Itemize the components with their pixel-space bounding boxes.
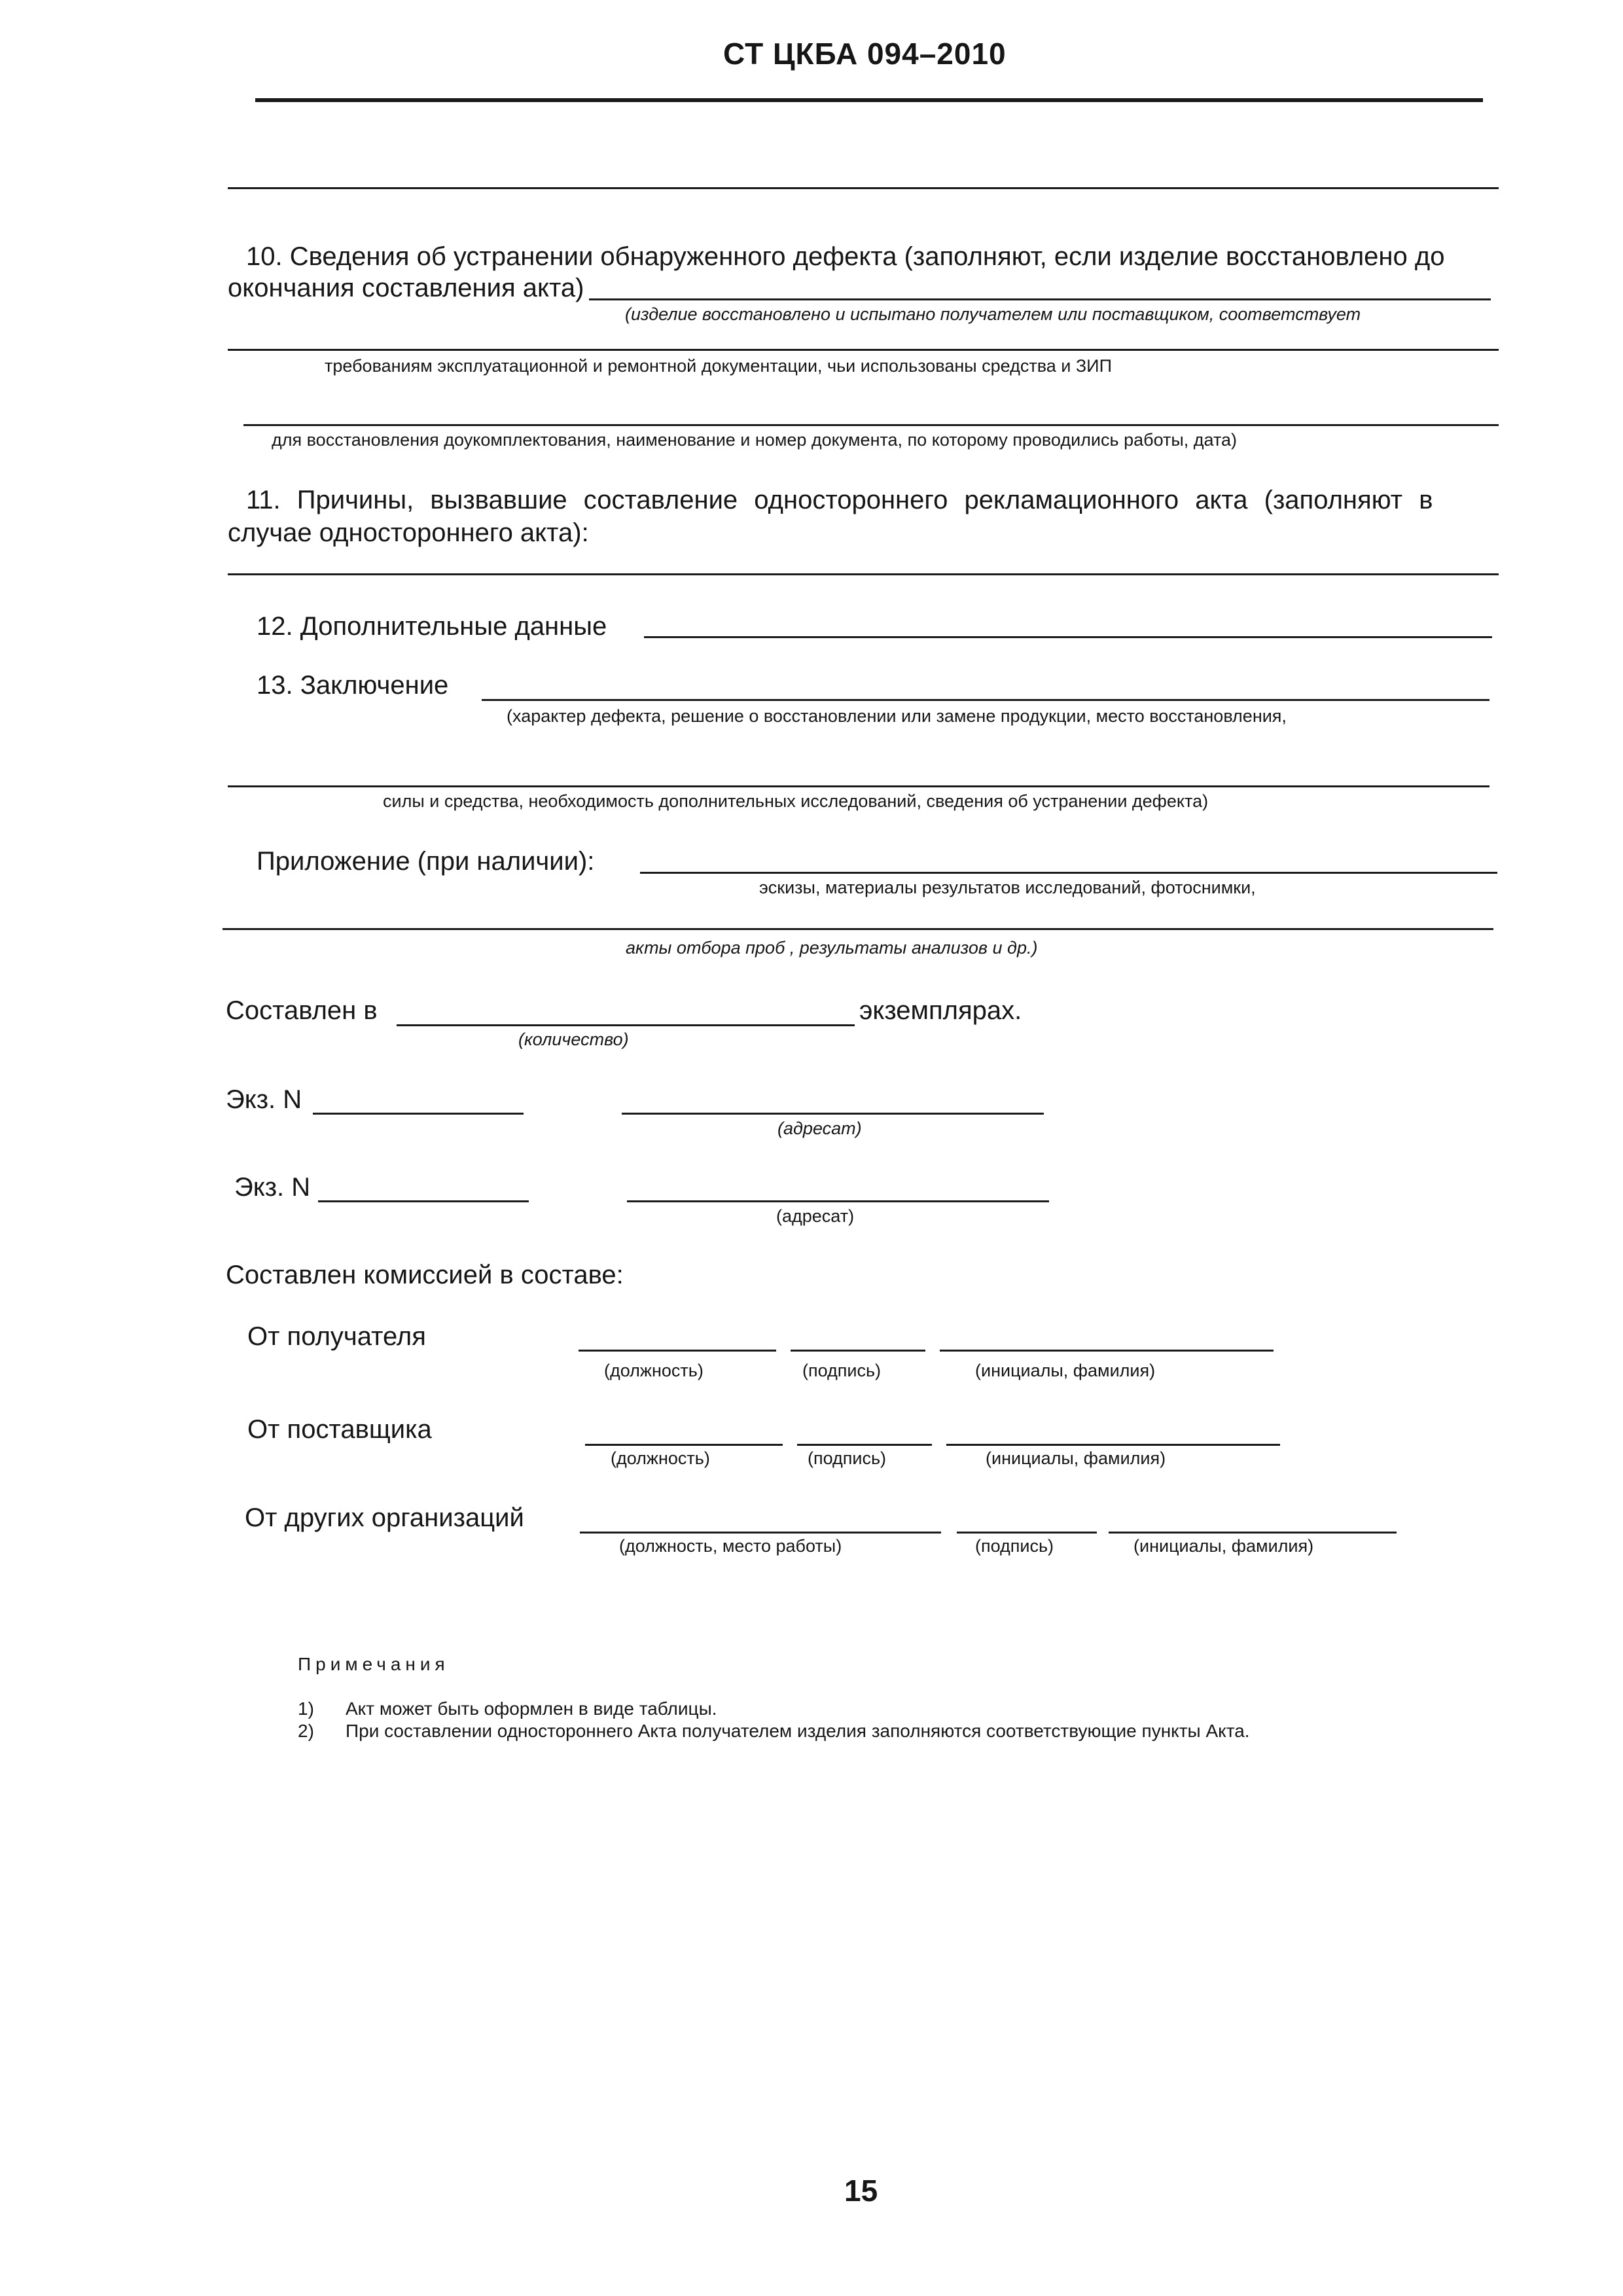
recipient-signature-hint: (подпись) [802, 1361, 882, 1380]
commission-heading: Составлен комиссией в составе: [226, 1261, 624, 1289]
other-orgs-signature-field[interactable] [957, 1532, 1097, 1534]
section-12-field[interactable] [644, 636, 1492, 638]
blank-line-top [228, 187, 1499, 189]
copies-quantity-field[interactable] [397, 1024, 855, 1026]
section-10-field-2[interactable] [228, 349, 1499, 351]
section-13-field-1[interactable] [482, 699, 1489, 701]
supplier-signature-hint: (подпись) [808, 1448, 887, 1468]
section-13-label: 13. Заключение [257, 671, 449, 700]
copy-1-label: Экз. N [226, 1085, 302, 1114]
supplier-position-field[interactable] [585, 1444, 783, 1446]
section-12-label: 12. Дополнительные данные [257, 612, 607, 641]
document-code: СТ ЦКБА 094–2010 [723, 37, 1007, 71]
other-orgs-label: От других организаций [245, 1503, 524, 1532]
section-13-hint-1: (характер дефекта, решение о восстановлении или замене продукции, место восстановления, [507, 706, 1287, 726]
section-10-field-3[interactable] [243, 424, 1499, 426]
notes-heading: Примечания [298, 1654, 450, 1674]
recipient-name-hint: (инициалы, фамилия) [975, 1361, 1156, 1380]
supplier-position-hint: (должность) [611, 1448, 710, 1468]
supplier-name-field[interactable] [946, 1444, 1280, 1446]
attachment-hint-1: эскизы, материалы результатов исследований, фотоснимки, [759, 878, 1256, 897]
other-orgs-name-hint: (инициалы, фамилия) [1133, 1536, 1314, 1556]
note-2-text: При составлении одностороннего Акта получателем изделия заполняются соответствующие пункты Акта. [346, 1721, 1250, 1741]
recipient-name-field[interactable] [940, 1350, 1274, 1352]
page-number: 15 [844, 2174, 878, 2208]
copies-suffix: экземплярах. [859, 996, 1022, 1025]
supplier-signature-field[interactable] [797, 1444, 932, 1446]
section-10-text-line1: 10. Сведения об устранении обнаруженного дефекта (заполняют, если изделие восстановлено до [246, 242, 1445, 271]
section-13-hint-2: силы и средства, необходимость дополнительных исследований, сведения об устранении дефекта) [383, 791, 1209, 811]
recipient-label: От получателя [247, 1322, 426, 1351]
recipient-position-field[interactable] [579, 1350, 776, 1352]
section-11-text: 11. Причины, вызвавшие составление одностороннего рекламационного акта (заполняют в [246, 486, 1433, 514]
attachment-field-1[interactable] [640, 872, 1497, 874]
other-orgs-position-hint: (должность, место работы) [619, 1536, 842, 1556]
copy-2-number-field[interactable] [318, 1200, 529, 1202]
section-10-hint-1: (изделие восстановлено и испытано получателем или поставщиком, соответствует [625, 304, 1361, 324]
section-10-hint-3: для восстановления доукомплектования, наименование и номер документа, по которому проводились работы, дата) [272, 430, 1238, 450]
other-orgs-signature-hint: (подпись) [975, 1536, 1054, 1556]
copy-2-addressee-hint: (адресат) [776, 1206, 855, 1226]
supplier-label: От поставщика [247, 1415, 432, 1444]
note-2-number: 2) [298, 1721, 314, 1741]
section-10-field-1[interactable] [589, 298, 1491, 300]
section-13-field-2[interactable] [228, 785, 1489, 787]
section-11-text-line1 [246, 484, 1501, 516]
copy-2-addressee-field[interactable] [627, 1200, 1049, 1202]
other-orgs-name-field[interactable] [1109, 1532, 1397, 1534]
supplier-name-hint: (инициалы, фамилия) [986, 1448, 1166, 1468]
attachment-hint-2: акты отбора проб , результаты анализов и др.) [626, 938, 1038, 958]
copy-1-number-field[interactable] [313, 1113, 524, 1115]
recipient-position-hint: (должность) [604, 1361, 704, 1380]
note-1-text: Акт может быть оформлен в виде таблицы. [346, 1698, 717, 1719]
other-orgs-position-field[interactable] [580, 1532, 941, 1534]
copies-prefix: Составлен в [226, 996, 378, 1025]
attachment-field-2[interactable] [223, 928, 1493, 930]
copy-1-addressee-hint: (адресат) [777, 1119, 862, 1138]
copy-1-addressee-field[interactable] [622, 1113, 1044, 1115]
section-10-hint-2: требованиям эксплуатационной и ремонтной документации, чьи использованы средства и ЗИП [325, 356, 1112, 376]
header-rule [255, 98, 1483, 102]
note-1-number: 1) [298, 1698, 314, 1719]
copy-2-label: Экз. N [234, 1173, 311, 1202]
section-11-field[interactable] [228, 573, 1499, 575]
section-10-text-line2: окончания составления акта) [228, 274, 584, 302]
attachment-label: Приложение (при наличии): [257, 847, 595, 876]
copies-quantity-hint: (количество) [518, 1030, 629, 1049]
recipient-signature-field[interactable] [791, 1350, 925, 1352]
section-11-text-line2: случае одностороннего акта): [228, 518, 589, 547]
